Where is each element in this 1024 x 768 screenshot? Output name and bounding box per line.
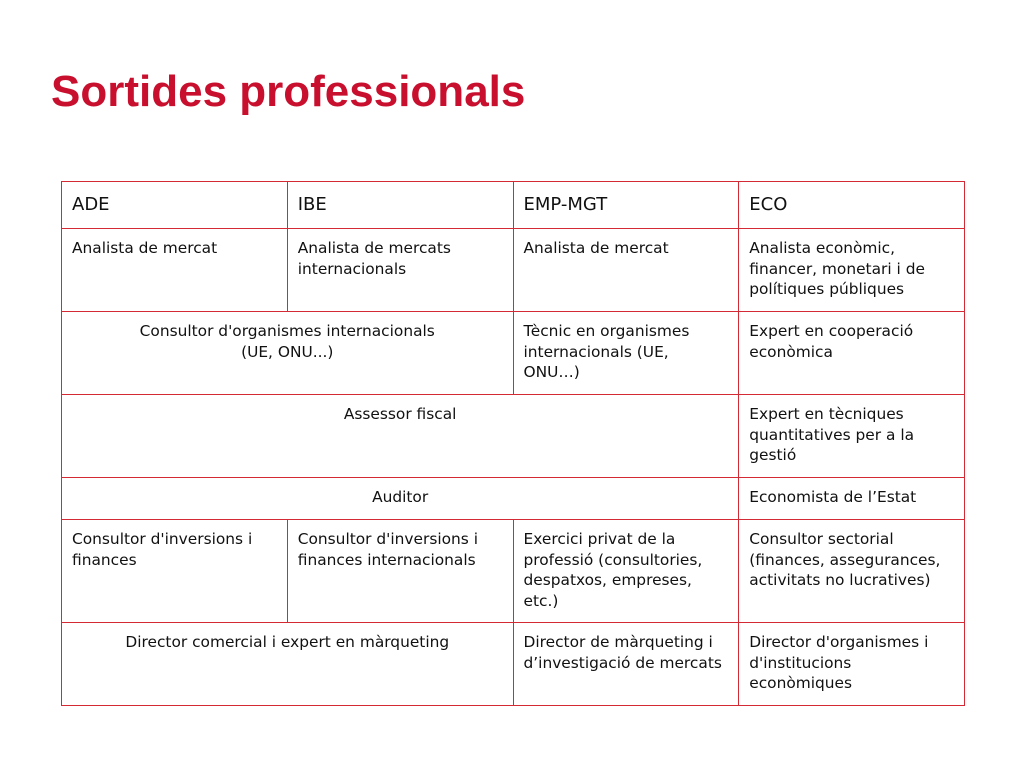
table-cell: Consultor d'inversions i finances	[62, 520, 288, 623]
table-cell: Director de màrqueting i d’investigació de mercats	[513, 623, 739, 706]
table-row	[62, 312, 965, 395]
table-row	[62, 478, 965, 520]
table-cell: Analista econòmic, financer, monetari i de polítiques públiques	[739, 229, 965, 312]
table-row	[62, 395, 965, 478]
table-cell: Expert en tècniques quantitatives per a la gestió	[739, 395, 965, 478]
table-cell: Exercici privat de la professió (consultories, despatxos, empreses, etc.)	[513, 520, 739, 623]
column-header-eco: ECO	[739, 182, 965, 229]
table-cell: Assessor fiscal	[62, 395, 739, 478]
table-cell: Director comercial i expert en màrqueting	[62, 623, 514, 706]
table-cell: Consultor d'organismes internacionals (UE, ONU...)	[62, 312, 514, 395]
column-header-emp-mgt: EMP-MGT	[513, 182, 739, 229]
table-row	[62, 229, 965, 312]
page-title: Sortides professionals	[51, 67, 526, 116]
table-cell: Economista de l’Estat	[739, 478, 965, 520]
table-cell: Expert en cooperació econòmica	[739, 312, 965, 395]
table-cell: Analista de mercat	[513, 229, 739, 312]
table-header-row	[62, 182, 965, 229]
column-header-ibe: IBE	[287, 182, 513, 229]
table-cell: Director d'organismes i d'institucions econòmiques	[739, 623, 965, 706]
table-cell: Consultor sectorial (finances, assegurances, activitats no lucratives)	[739, 520, 965, 623]
table-cell: Tècnic en organismes internacionals (UE, ONU…)	[513, 312, 739, 395]
table-cell: Analista de mercats internacionals	[287, 229, 513, 312]
table-cell: Consultor d'inversions i finances internacionals	[287, 520, 513, 623]
table-cell: Auditor	[62, 478, 739, 520]
table-row	[62, 520, 965, 623]
column-header-ade: ADE	[62, 182, 288, 229]
careers-table	[61, 181, 965, 706]
table-cell: Analista de mercat	[62, 229, 288, 312]
table-row	[62, 623, 965, 706]
